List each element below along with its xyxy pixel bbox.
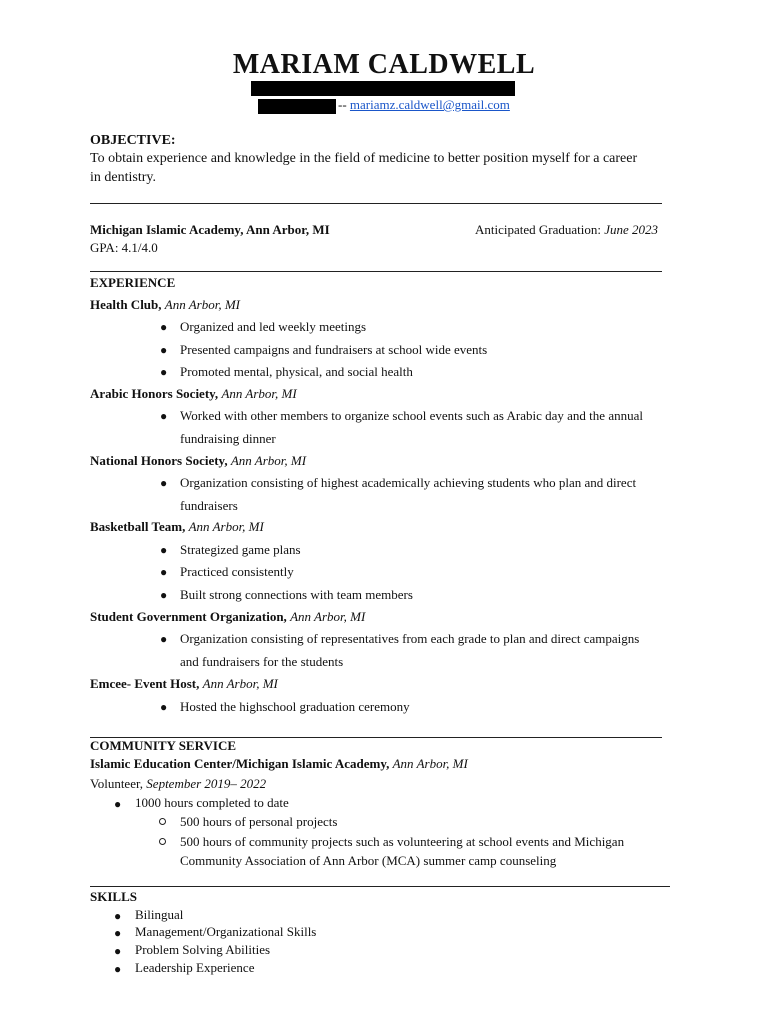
bullet-text: and fundraisers for the students <box>180 654 344 669</box>
volunteer-dates: September 2019– 2022 <box>146 776 267 791</box>
skill-item: Bilingual <box>135 907 184 922</box>
section-divider <box>90 271 662 272</box>
gpa: GPA: 4.1/4.0 <box>90 240 158 255</box>
contact-line <box>338 97 510 113</box>
bullet-icon: ● <box>160 409 168 423</box>
bullet-text: Hosted the highschool graduation ceremony <box>180 699 410 714</box>
experience-entry <box>90 676 278 692</box>
org-location: Ann Arbor, MI <box>230 453 307 468</box>
bullet-text: Promoted mental, physical, and social health <box>180 364 413 379</box>
community-entry <box>90 756 468 772</box>
email-link[interactable]: mariamz.caldwell@gmail.com <box>349 97 510 112</box>
experience-heading: EXPERIENCE <box>90 275 176 290</box>
school-name: Michigan Islamic Academy, Ann Arbor, MI <box>90 222 330 237</box>
section-divider <box>90 886 670 887</box>
bullet-icon: ● <box>160 320 168 334</box>
sub-bullet-text: 500 hours of personal projects <box>180 814 338 829</box>
graduation-info <box>475 222 658 238</box>
graduation-label: Anticipated Graduation: <box>475 222 601 237</box>
org-location: Ann Arbor, MI <box>221 386 297 401</box>
skill-item: Management/Organizational Skills <box>135 924 317 939</box>
skills-heading: SKILLS <box>90 889 137 904</box>
bullet-icon: ● <box>160 565 168 579</box>
sub-bullet-text: Community Association of Ann Arbor (MCA) summer camp counseling <box>180 853 557 868</box>
redacted-block <box>251 81 515 96</box>
bullet-icon: ● <box>160 588 168 602</box>
skill-item: Leadership Experience <box>135 960 255 975</box>
experience-entry <box>90 609 365 625</box>
bullet-text: fundraisers <box>180 498 238 513</box>
bullet-icon: ● <box>160 343 168 357</box>
bullet-text: Worked with other members to organize school events such as Arabic day and the annual <box>180 408 643 423</box>
org-location: Ann Arbor, MI <box>188 519 264 534</box>
experience-entry <box>90 453 306 469</box>
experience-entry <box>90 519 264 535</box>
org-name: Islamic Education Center/Michigan Islamic Academy, <box>90 756 390 771</box>
section-divider <box>90 203 662 204</box>
bullet-text: Presented campaigns and fundraisers at school wide events <box>180 342 488 357</box>
org-location: Ann Arbor, MI <box>392 756 468 771</box>
bullet-icon: ● <box>114 926 122 940</box>
bullet-text: fundraising dinner <box>180 431 276 446</box>
org-name: Student Government Organization, <box>90 609 287 624</box>
bullet-icon: ● <box>160 632 168 646</box>
org-location: Ann Arbor, MI <box>202 676 278 691</box>
graduation-date: June 2023 <box>604 222 659 237</box>
bullet-icon: ● <box>160 543 168 557</box>
org-name: Arabic Honors Society, <box>90 386 219 401</box>
contact-separator: -- <box>338 97 347 112</box>
circle-bullet-icon <box>159 818 166 825</box>
objective-text: in dentistry. <box>90 170 156 185</box>
community-heading: COMMUNITY SERVICE <box>90 738 237 753</box>
redacted-block <box>258 99 336 114</box>
bullet-icon: ● <box>114 962 122 976</box>
sub-bullet-text: 500 hours of community projects such as volunteering at school events and Michigan <box>180 834 625 849</box>
volunteer-role: Volunteer, <box>90 776 144 791</box>
bullet-text: Practiced consistently <box>180 564 294 579</box>
org-name: Basketball Team, <box>90 519 186 534</box>
objective-heading: OBJECTIVE: <box>90 133 176 148</box>
bullet-icon: ● <box>114 909 122 923</box>
objective-text: To obtain experience and knowledge in the field of medicine to better position myself for a career <box>90 151 638 166</box>
org-location: Ann Arbor, MI <box>164 297 240 312</box>
org-name: Emcee- Event Host, <box>90 676 200 691</box>
skill-item: Problem Solving Abilities <box>135 942 271 957</box>
bullet-icon: ● <box>160 476 168 490</box>
experience-entry <box>90 386 297 402</box>
bullet-text: Strategized game plans <box>180 542 301 557</box>
bullet-icon: ● <box>160 700 168 714</box>
circle-bullet-icon <box>159 838 166 845</box>
bullet-text: Organization consisting of representatives from each grade to plan and direct campaigns <box>180 631 640 646</box>
bullet-text: Built strong connections with team members <box>180 587 413 602</box>
bullet-text: 1000 hours completed to date <box>135 795 289 810</box>
bullet-icon: ● <box>114 797 122 811</box>
bullet-icon: ● <box>114 944 122 958</box>
bullet-text: Organization consisting of highest academically achieving students who plan and direct <box>180 475 637 490</box>
candidate-name: MARIAM CALDWELL <box>232 49 536 80</box>
org-name: Health Club, <box>90 297 162 312</box>
volunteer-line <box>90 776 266 792</box>
bullet-text: Organized and led weekly meetings <box>180 319 367 334</box>
org-location: Ann Arbor, MI <box>290 609 366 624</box>
experience-entry <box>90 297 240 313</box>
bullet-icon: ● <box>160 365 168 379</box>
org-name: National Honors Society, <box>90 453 228 468</box>
